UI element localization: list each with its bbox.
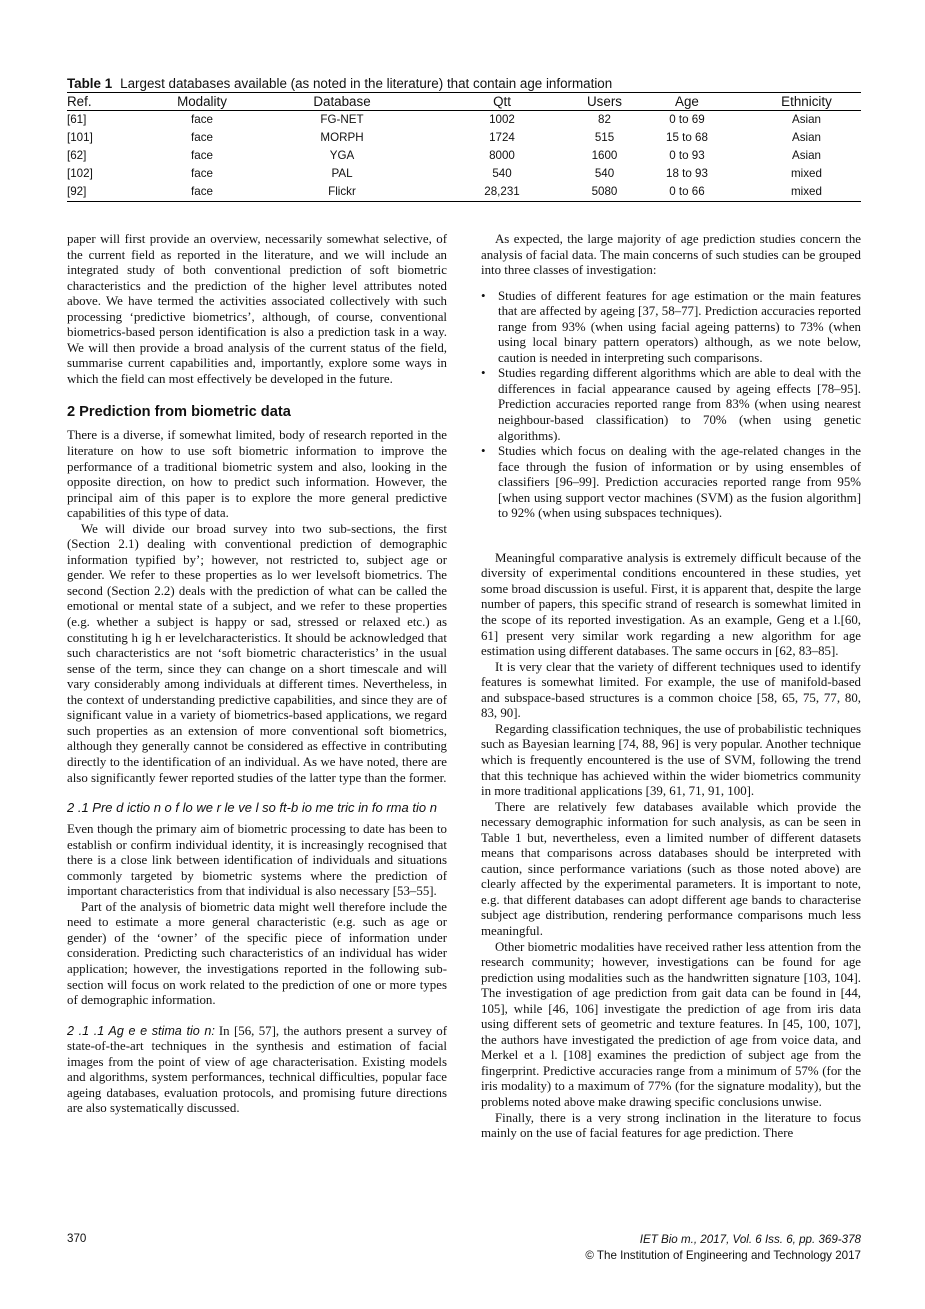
- cell-modality: face: [191, 131, 213, 144]
- list-item: [481, 366, 861, 444]
- cell-ethnicity: Asian: [791, 149, 821, 162]
- paragraph-text: In [56, 57], the authors present a survey of state-of-the-art techniques in the synthesis and estimation of facial images from the point of view of age characterisation. Existing models and algorithms, system performances, technical difficulties, popular face ageing databases, evaluation protocols, and promising future directions are also systematically discussed.: [67, 1023, 448, 1116]
- paragraph: It is very clear that the variety of different techniques used to identify features is somewhat limited. For example, the use of manifold-based and subspace-based structures is a common choice [58, 65, 75, 77, 80, 83, 90].: [481, 659, 861, 721]
- page-number: 370: [67, 1232, 87, 1245]
- paragraph: Part of the analysis of biometric data might well therefore include the need to estimate a more general characteristic (e.g. such as age or gender) of the ‘owner’ of the specific piece of information under consideration. Predicting such characteristics of an individual has wider application; however, the investigations reported in the following sub-section will focus on work related to the prediction of one or more types of demographic information.: [67, 899, 447, 1008]
- cell-ref: [102]: [67, 167, 93, 180]
- cell-database: MORPH: [320, 131, 364, 144]
- list-item: [481, 444, 861, 522]
- header-ethnicity: Ethnicity: [752, 93, 861, 111]
- paragraph: Regarding classification techniques, the use of probabilistic techniques such as Bayesian learning [74, 88, 96] is very popular. Another technique which is frequently encountered is the use of SVM, following the trend that this technique has achieved within the wider biometrics community in more traditional applications [39, 61, 71, 91, 100].: [481, 721, 861, 799]
- intro-paragraph: paper will first provide an overview, necessarily somewhat selective, of the current field as reported in the literature, and we will include an integrated study of both conventional prediction of soft biometric characteristics and the prediction of the higher level attributes noted above. We have termed the activities associated collectively with such processing ‘predictive biometrics’, although, of course, conventional biometrics-based person identification is also a prediction task in a way. We will then provide a broad analysis of the current status of the field, summarise current capabilities and, importantly, explore some ways in which the field can most effectively be developed in the future.: [67, 232, 447, 386]
- list-item-text: Studies regarding different algorithms which are able to deal with the differences in facial appearance caused by ageing effects [78–95]. Prediction accuracies reported range from 83% (when using nearest neighbour-based classification) to 70% (when using genetic algorithms).: [498, 366, 861, 443]
- list-item-text: Studies of different features for age estimation or the main features that are affected by ageing [37, 58–77]. Prediction accuracies reported range from 93% (when using facial ageing patterns) to 73% (when using local binary pattern operators) although, as we note below, caution is needed in interpreting such comparisons.: [498, 288, 861, 365]
- cell-users: 82: [598, 113, 611, 126]
- table-header-row: [67, 93, 861, 111]
- cell-qtt: 1724: [489, 131, 515, 144]
- bullet-icon: •: [481, 444, 486, 459]
- cell-ethnicity: Asian: [791, 131, 821, 144]
- cell-users: 515: [594, 131, 615, 144]
- table-row: [67, 183, 861, 202]
- cell-users: 540: [594, 167, 615, 180]
- header-qtt: Qtt: [417, 93, 587, 111]
- copyright: © The Institution of Engineering and Technology 2017: [585, 1249, 861, 1262]
- paragraph: We will divide our broad survey into two sub-sections, the first (Section 2.1) dealing with conventional prediction of demographic information typified by’; however, not restricted to, subject age or gender. We refer to these properties as lo wer levelsoft biometrics. The second (Section 2.2) deals with the prediction of what can be called the emotional or mental state of a subject, and we refer to these properties (e.g. whether a subject is happy or sad, stressed or relaxed etc.) as constituting h ig h er levelcharacteristics. It should be acknowledged that such characteristics are not ‘soft biometric characteristics’ in the usual sense of the term, since they can change on a short timescale and will vary considerably among individuals at different times. Nevertheless, in the context of understanding predictive capabilities, and since they are of significant value in a variety of biometrics-based applications, we regard such properties as an extension of more conventional soft biometrics, although they generally cannot be considered as effective in contributing directly to the identification of an individual. As we have noted, there are also significantly fewer reported studies of the latter type than the former.: [67, 521, 447, 785]
- subsubsection-heading: 2 .1 .1 Ag e e stima tio n:: [67, 1023, 215, 1038]
- paragraph: There are relatively few databases available which provide the necessary demographic information for such analysis, as can be seen in Table 1 but, nevertheless, even a limited number of different datasets means that comparisons across databases should be interpreted with caution, since performance variations (such as those noted above) are clearly affected by the experimental parameters. It is important to note, e.g. that different databases can adopt different age bands to characterise subject age distribution, rendering performance comparisons much less meaningful.: [481, 799, 861, 938]
- cell-age: 0 to 66: [622, 183, 752, 202]
- cell-ref: [101]: [67, 131, 93, 144]
- bullet-icon: •: [481, 288, 486, 303]
- cell-ethnicity: mixed: [791, 167, 822, 180]
- paragraph-with-inline-heading: [67, 1024, 447, 1117]
- subsection-heading: 2 .1 Pre d ictio n o f lo we r le ve l so ft-b io me tric in fo rma tio n: [67, 800, 437, 816]
- cell-modality: face: [191, 149, 213, 162]
- cell-database: YGA: [329, 149, 355, 162]
- list-item-text: Studies which focus on dealing with the age-related changes in the face through the fusion of information or by using ensembles of classifiers [96–99]. Prediction accuracies reported range from 95% [when using support vector machines (SVM) as the fusion algorithm] to 92% (when using subspaces techniques).: [498, 444, 861, 521]
- cell-age: 0 to 69: [669, 113, 705, 126]
- cell-database: PAL: [331, 167, 353, 180]
- bullet-icon: •: [481, 366, 486, 381]
- table-row: [67, 165, 861, 183]
- journal-citation: IET Bio m., 2017, Vol. 6 Iss. 6, pp. 369-378: [639, 1233, 861, 1246]
- cell-database: Flickr: [267, 183, 417, 202]
- journal-footer: [585, 1232, 861, 1264]
- section-heading: 2 Prediction from biometric data: [67, 404, 291, 421]
- header-ref: Ref.: [67, 93, 137, 111]
- paragraph: There is a diverse, if somewhat limited, body of research reported in the literature on how to use soft biometric information to improve the performance of a traditional biometric system and also, looking in the opposite direction, on how to predict such information. However, the principal aim of this paper is to explore the more general predictive capabilities of this type of data.: [67, 428, 447, 521]
- cell-qtt: 540: [492, 167, 512, 180]
- right-column: [481, 232, 861, 1142]
- cell-modality: face: [191, 167, 213, 180]
- age-database-table: [67, 92, 861, 202]
- paragraph: Meaningful comparative analysis is extremely difficult because of the diversity of experimental conditions encountered in these studies, yet some broad discussion is useful. First, it is apparent that, despite the large number of papers, this specific strand of research is somewhat limited in the scope of its reported investigation. As an example, Geng et a l.[60, 61] present very similar work regarding a new algorithm for age estimation using different databases. The same occurs in [62, 83–85].: [481, 550, 861, 659]
- cell-qtt: 1002: [489, 113, 515, 126]
- cell-modality: face: [191, 113, 213, 126]
- list-item: [481, 289, 861, 367]
- cell-ethnicity: mixed: [752, 183, 861, 202]
- paragraph: Even though the primary aim of biometric processing to date has been to establish or confirm individual identity, it is increasingly recognised that there is a close link between identification of individuals and situations commonly targeted by biometric systems where the prediction of important characteristics from that individual is also necessary [53–55].: [67, 822, 447, 899]
- cell-ref: [62]: [67, 149, 87, 162]
- header-age: Age: [622, 93, 752, 111]
- table-row: [67, 111, 861, 130]
- cell-modality: face: [137, 183, 267, 202]
- cell-qtt: 8000: [489, 149, 515, 162]
- table-1: [67, 76, 861, 202]
- table-caption: [67, 76, 861, 92]
- header-users: Users: [587, 93, 622, 109]
- paragraph: As expected, the large majority of age prediction studies concern the analysis of facial data. The main concerns of such studies can be grouped into three classes of investigation:: [481, 232, 861, 278]
- table-row: [67, 147, 861, 165]
- paragraph: Other biometric modalities have received rather less attention from the research community; however, investigations can be found for age prediction using modalities such as the handwritten signature [103, 104]. The investigation of age prediction from gait data can be found in [44, 105], while [46, 106] investigate the prediction of age from iris data using different sets of geometric and texture features. In [45, 100, 107], the authors have investigated the prediction of age from voice data, and Merkel et a l. [108] examines the prediction of subject age from the fingerprint. Predictive accuracies range from a minimum of 57% (for the iris modality) to a maximum of 77% (for the signature modality), but the problems noted above make drawing specific conclusions unwise.: [481, 939, 861, 1109]
- header-modality: Modality: [137, 93, 267, 111]
- cell-qtt: 28,231: [417, 183, 587, 202]
- left-column: [67, 232, 447, 1117]
- cell-database: FG-NET: [320, 113, 364, 126]
- spacer: [481, 536, 861, 551]
- paragraph: Finally, there is a very strong inclination in the literature to focus mainly on the use of facial features for age prediction. There: [481, 1110, 861, 1141]
- cell-ref: [92]: [67, 183, 137, 202]
- table-row: [67, 129, 861, 147]
- cell-age: 0 to 93: [669, 149, 705, 162]
- cell-ethnicity: Asian: [791, 113, 821, 126]
- cell-age: 15 to 68: [666, 131, 708, 144]
- table-caption-text: Largest databases available (as noted in the literature) that contain age information: [120, 76, 613, 91]
- cell-ref: [61]: [67, 113, 87, 126]
- cell-users: 5080: [587, 183, 622, 202]
- table-label: Table 1: [67, 76, 113, 91]
- spacer: [67, 1009, 447, 1024]
- bullet-list: [481, 289, 861, 522]
- cell-age: 18 to 93: [666, 167, 708, 180]
- cell-users: 1600: [591, 149, 618, 162]
- header-database: Database: [267, 93, 417, 111]
